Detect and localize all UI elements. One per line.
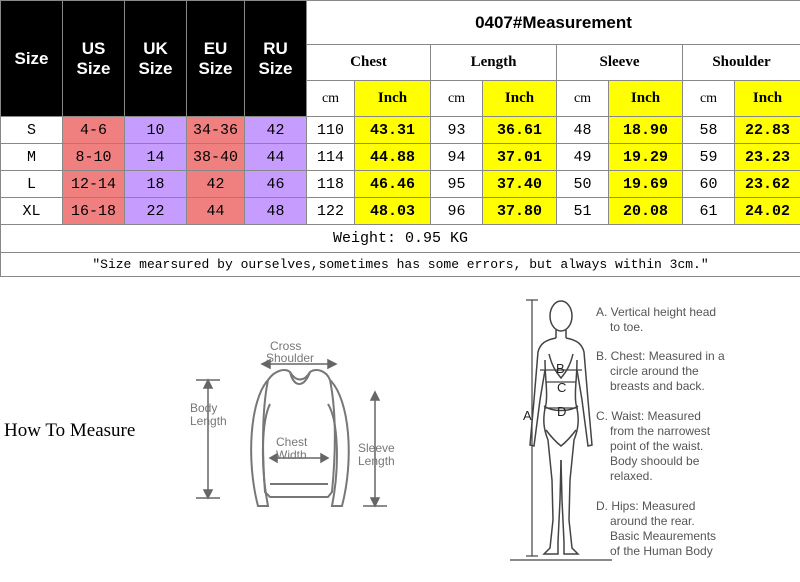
cell-us: 8-10 [63, 144, 125, 171]
label-c: C [557, 380, 567, 395]
cell-shoulder-inch: 24.02 [735, 198, 800, 225]
cell-sleeve-cm: 50 [557, 171, 609, 198]
instr-b3: breasts and back. [610, 379, 705, 393]
label-body-length: Length [190, 414, 227, 428]
instr-c4: Body shoould be [610, 454, 700, 468]
cell-ru: 44 [245, 144, 307, 171]
label-chest: Chest [276, 435, 308, 449]
instr-a2: to toe. [610, 320, 644, 334]
instr-b1: B. Chest: Measured in a [596, 349, 725, 363]
table-row [1, 198, 800, 225]
cell-sleeve-cm: 49 [557, 144, 609, 171]
instr-d1: D. Hips: Measured [596, 499, 696, 513]
cell-length-inch: 37.80 [483, 198, 557, 225]
group-length: Length [431, 45, 557, 81]
instr-c3: point of the waist. [610, 439, 704, 453]
cell-chest-cm: 122 [307, 198, 355, 225]
cell-chest-cm: 110 [307, 117, 355, 144]
instr-a1: A. Vertical height head [596, 305, 717, 319]
cell-shoulder-inch: 23.62 [735, 171, 800, 198]
table-row [1, 171, 800, 198]
cell-shoulder-cm: 61 [683, 198, 735, 225]
unit-inch: Inch [483, 81, 557, 117]
instr-c5: relaxed. [610, 469, 653, 483]
label-width: Width [276, 448, 307, 462]
cell-shoulder-cm: 60 [683, 171, 735, 198]
cell-length-inch: 37.40 [483, 171, 557, 198]
cell-ru: 48 [245, 198, 307, 225]
instr-d2: around the rear. [610, 514, 695, 528]
cell-size: XL [1, 198, 63, 225]
instr-c1: C. Waist: Measured [596, 409, 701, 423]
instr-d3: Basic Meaurements [610, 529, 717, 543]
cell-chest-cm: 114 [307, 144, 355, 171]
cell-eu: 34-36 [187, 117, 245, 144]
group-chest: Chest [307, 45, 431, 81]
instr-d4: of the Human Body [610, 544, 713, 558]
header-eu-size: EU Size [187, 1, 245, 117]
cell-sleeve-inch: 19.29 [609, 144, 683, 171]
cell-chest-cm: 118 [307, 171, 355, 198]
label-a: A [523, 408, 532, 423]
cell-eu: 38-40 [187, 144, 245, 171]
how-to-measure-label: How To Measure [4, 420, 136, 441]
cell-size: M [1, 144, 63, 171]
group-shoulder: Shoulder [683, 45, 800, 81]
cell-eu: 44 [187, 198, 245, 225]
measurement-title: 0407#Measurement [307, 1, 800, 45]
cell-ru: 46 [245, 171, 307, 198]
unit-inch: Inch [355, 81, 431, 117]
cell-length-cm: 94 [431, 144, 483, 171]
cell-length-cm: 93 [431, 117, 483, 144]
cell-uk: 22 [125, 198, 187, 225]
cell-shoulder-cm: 58 [683, 117, 735, 144]
unit-inch: Inch [609, 81, 683, 117]
label-body: Body [190, 401, 218, 415]
unit-cm: cm [307, 81, 355, 117]
measure-diagrams [0, 280, 800, 582]
table-row [1, 144, 800, 171]
cell-shoulder-cm: 59 [683, 144, 735, 171]
cell-us: 16-18 [63, 198, 125, 225]
header-ru-size: RU Size [245, 1, 307, 117]
cell-sleeve-cm: 48 [557, 117, 609, 144]
cell-size: L [1, 171, 63, 198]
cell-shoulder-inch: 23.23 [735, 144, 800, 171]
cell-chest-inch: 48.03 [355, 198, 431, 225]
body-measure-lines [510, 300, 612, 560]
unit-inch: Inch [735, 81, 800, 117]
cell-us: 4-6 [63, 117, 125, 144]
unit-cm: cm [431, 81, 483, 117]
how-to-measure-section [0, 280, 800, 582]
cell-size: S [1, 117, 63, 144]
label-d: D [557, 404, 567, 419]
unit-cm: cm [683, 81, 735, 117]
cell-chest-inch: 46.46 [355, 171, 431, 198]
cell-length-cm: 95 [431, 171, 483, 198]
cell-uk: 10 [125, 117, 187, 144]
cell-length-inch: 36.61 [483, 117, 557, 144]
cell-eu: 42 [187, 171, 245, 198]
cell-us: 12-14 [63, 171, 125, 198]
header-uk-size: UK Size [125, 1, 187, 117]
size-note: "Size mearsured by ourselves,sometimes has some errors, but always within 3cm." [1, 253, 800, 277]
cell-sleeve-cm: 51 [557, 198, 609, 225]
label-b: B [556, 361, 565, 376]
cell-chest-inch: 44.88 [355, 144, 431, 171]
cell-sleeve-inch: 20.08 [609, 198, 683, 225]
instr-b2: circle around the [610, 364, 699, 378]
header-us-size: US Size [63, 1, 125, 117]
label-sleeve-length: Length [358, 454, 395, 468]
cell-sleeve-inch: 19.69 [609, 171, 683, 198]
cell-length-inch: 37.01 [483, 144, 557, 171]
unit-cm: cm [557, 81, 609, 117]
cell-shoulder-inch: 22.83 [735, 117, 800, 144]
body-diagram [530, 301, 592, 554]
cell-chest-inch: 43.31 [355, 117, 431, 144]
label-cross: Cross [270, 339, 302, 353]
header-size: Size [1, 1, 63, 117]
cell-ru: 42 [245, 117, 307, 144]
group-sleeve: Sleeve [557, 45, 683, 81]
cell-length-cm: 96 [431, 198, 483, 225]
weight-text: Weight: 0.95 KG [1, 225, 800, 253]
label-sleeve: Sleeve [358, 441, 395, 455]
cell-uk: 18 [125, 171, 187, 198]
instr-c2: from the narrowest [610, 424, 711, 438]
label-shoulder: Shoulder [266, 351, 315, 365]
cell-uk: 14 [125, 144, 187, 171]
size-chart-table [0, 0, 800, 277]
table-row [1, 117, 800, 144]
cell-sleeve-inch: 18.90 [609, 117, 683, 144]
